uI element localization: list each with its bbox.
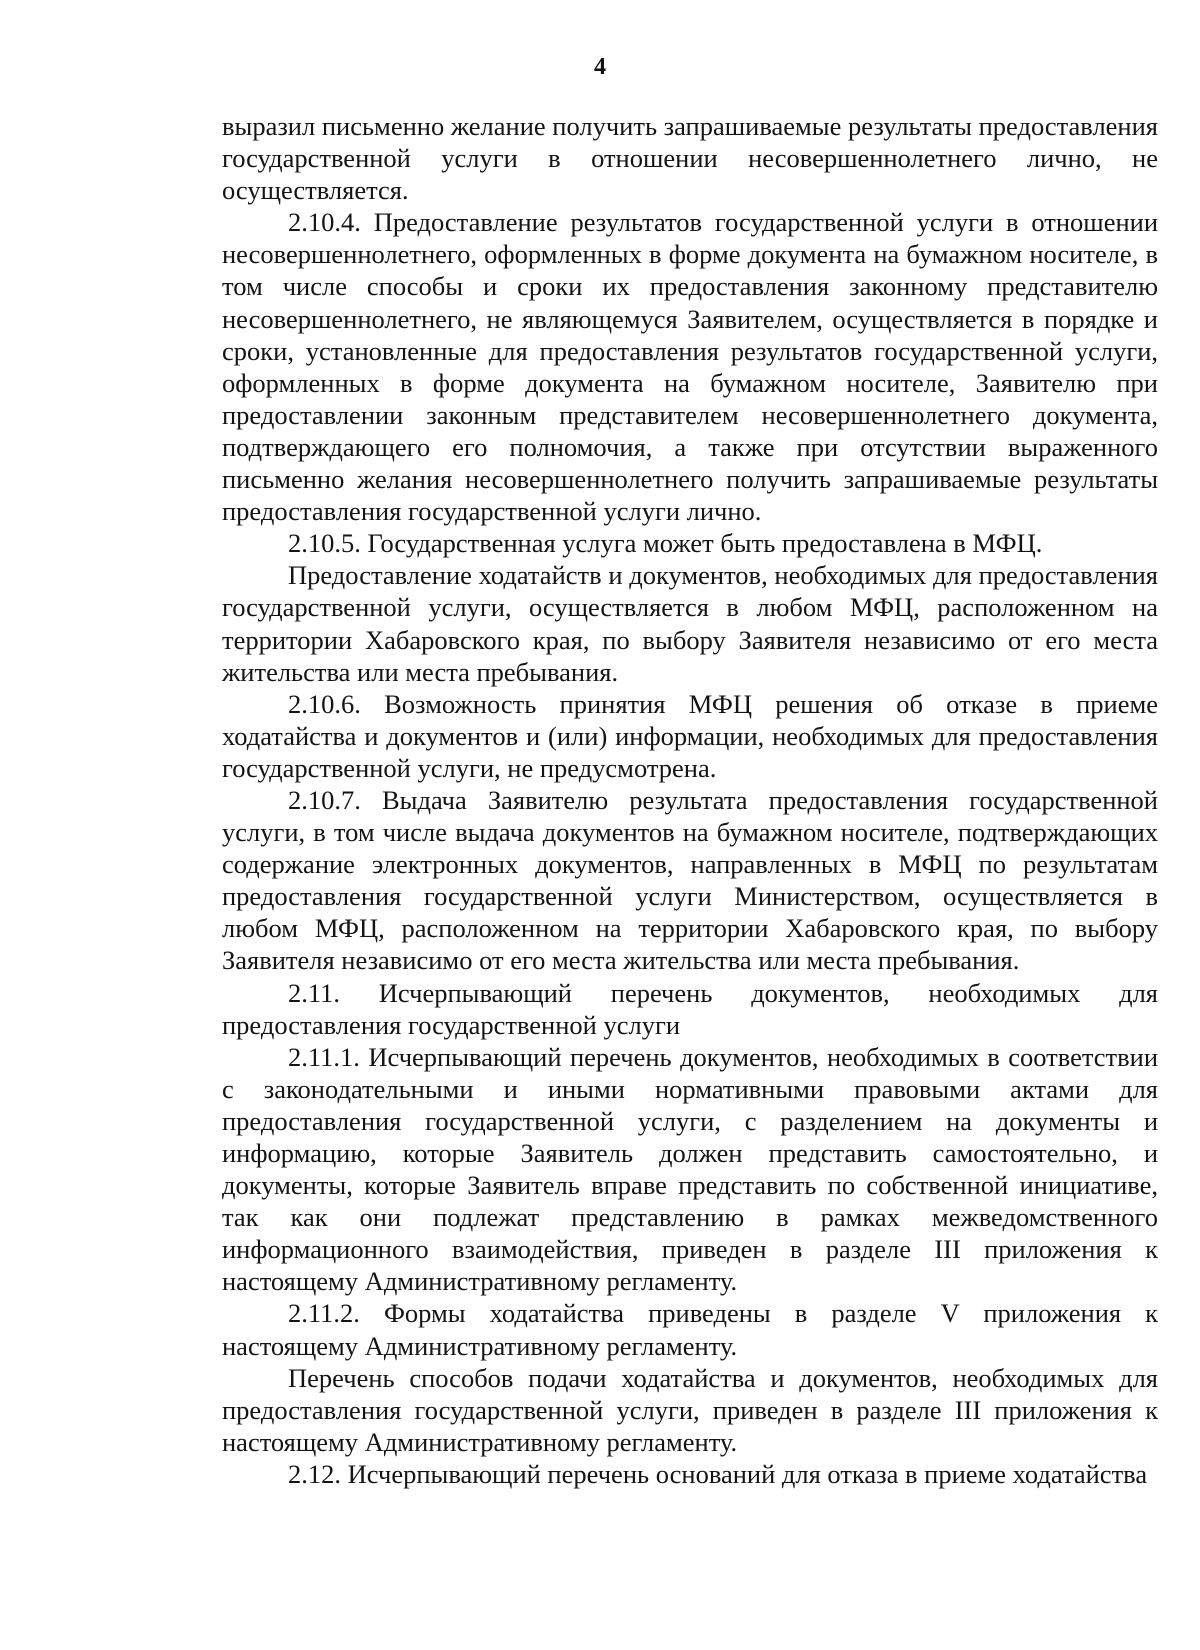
paragraph-2-11: 2.11. Исчерпывающий перечень документов, необходимых для предоставления государственной услуги [222, 977, 1158, 1040]
paragraph-2-11-1: 2.11.1. Исчерпывающий перечень документов, необходимых в соответствии с законодательными и иными нормативными правовыми актами для предоставления государственной услуги, с разделением на документы и информацию, которые Заявитель должен представить самостоятельно, и документы, которые Заявитель вправе представить по собственной инициативе, так как они подлежат представлению в рамках межведомственного информационного взаимодействия, приведен в разделе III приложения к настоящему Административному регламенту. [222, 1041, 1158, 1297]
paragraph-2-11-2: 2.11.2. Формы ходатайства приведены в разделе V приложения к настоящему Административному регламенту. [222, 1298, 1158, 1361]
page-number: 4 [594, 54, 606, 80]
paragraph-2-10-5: 2.10.5. Государственная услуга может быть предоставлена в МФЦ. [288, 528, 1043, 559]
paragraph-mfc-submission: Предоставление ходатайств и документов, необходимых для предоставления государственной услуги, осуществляется в любом МФЦ, расположенном на территории Хабаровского края, по выбору Заявителя независимо от его места жительства или места пребывания. [222, 560, 1158, 687]
document-body [222, 110, 1158, 1490]
paragraph-continuation: выразил письменно желание получить запрашиваемые результаты предоставления государственной услуги в отношении несовершеннолетнего лично, не осуществляется. [222, 111, 1158, 206]
paragraph-2-10-7: 2.10.7. Выдача Заявителю результата предоставления государственной услуги, в том числе выдача документов на бумажном носителе, подтверждающих содержание электронных документов, направленных в МФЦ по результатам предоставления государственной услуги Министерством, осуществляется в любом МФЦ, расположенном на территории Хабаровского края, по выбору Заявителя независимо от его места жительства или места пребывания. [222, 784, 1158, 976]
paragraph-2-12: 2.12. Исчерпывающий перечень оснований для отказа в приеме ходатайства [288, 1458, 1148, 1489]
paragraph-2-10-4: 2.10.4. Предоставление результатов государственной услуги в отношении несовершеннолетнего, оформленных в форме документа на бумажном носителе, в том числе способы и сроки их предоставления законному представителю несовершеннолетнего, не являющемуся Заявителем, осуществляется в порядке и сроки, установленные для предоставления результатов государственной услуги, оформленных в форме документа на бумажном носителе, Заявителю при предоставлении законным представителем несовершеннолетнего документа, подтверждающего его полномочия, а также при отсутствии выраженного письменно желания несовершеннолетнего получить запрашиваемые результаты предоставления государственной услуги лично. [222, 207, 1158, 527]
paragraph-2-10-6: 2.10.6. Возможность принятия МФЦ решения об отказе в приеме ходатайства и документов и (или) информации, необходимых для предоставления государственной услуги, не предусмотрена. [222, 688, 1158, 783]
paragraph-submission-methods: Перечень способов подачи ходатайства и документов, необходимых для предоставления государственной услуги, приведен в разделе III приложения к настоящему Административному регламенту. [222, 1362, 1158, 1457]
